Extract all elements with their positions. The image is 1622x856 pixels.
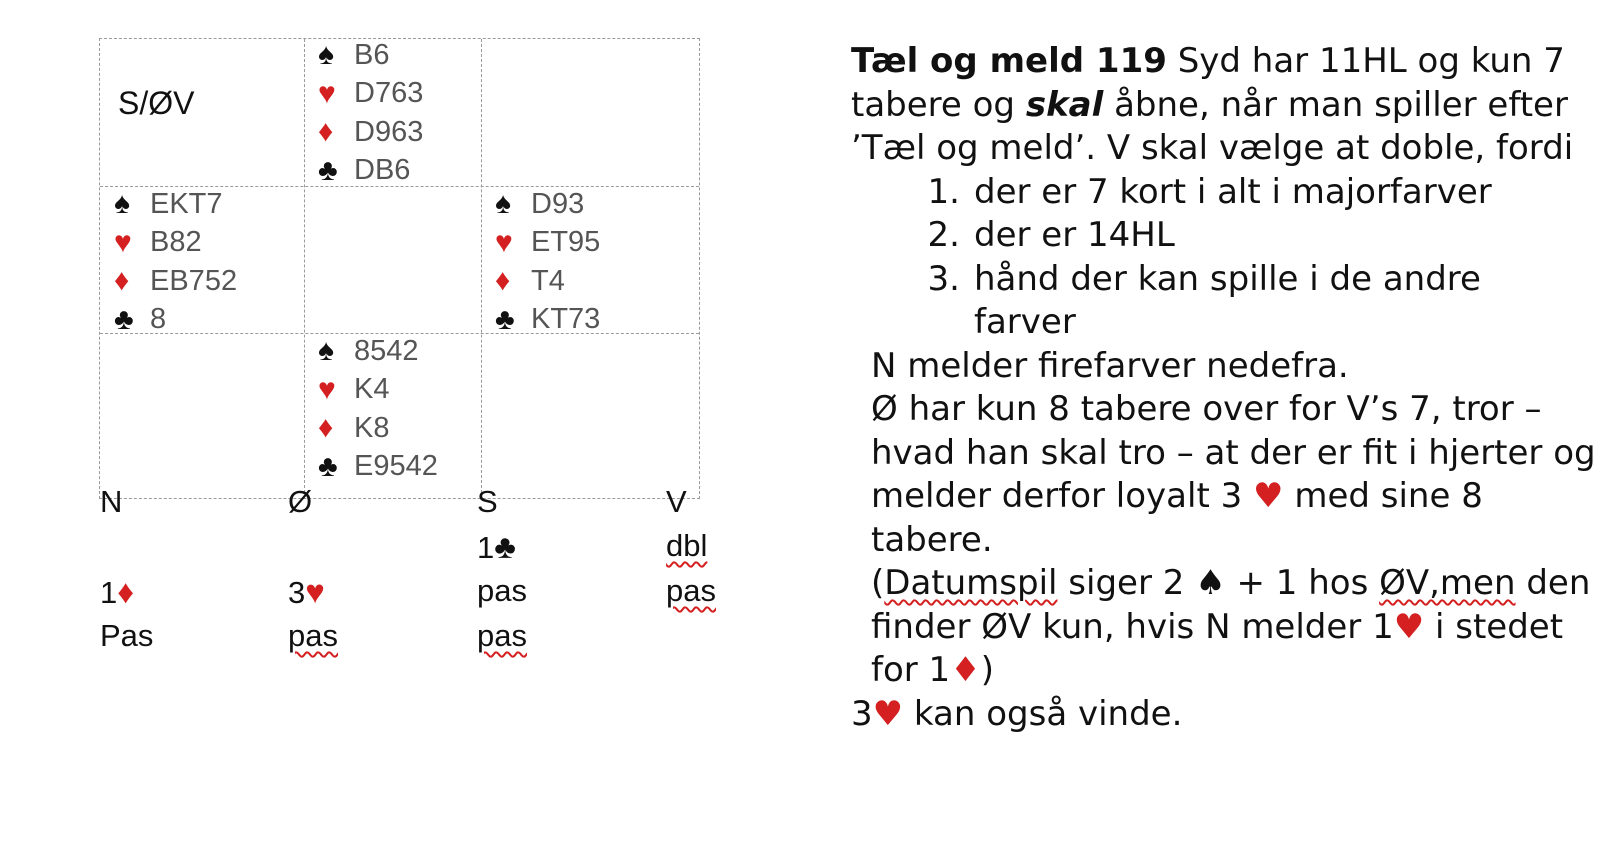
diamond-icon: ♦ xyxy=(318,115,334,149)
club-icon: ♣ xyxy=(318,449,338,483)
card-holding: D763 xyxy=(354,77,424,110)
suit-row xyxy=(495,224,600,263)
diamond-icon: ♦ xyxy=(495,264,511,298)
list-item: 3. hånd der kan spille i de andre farver xyxy=(927,258,1481,342)
suit-row xyxy=(495,262,600,301)
suit-row xyxy=(114,301,237,340)
spade-icon: ♠ xyxy=(495,187,511,221)
west-hand xyxy=(114,185,237,339)
north-comment: N melder firefarver nedefra. xyxy=(871,345,1349,386)
card-holding: DB6 xyxy=(354,154,411,187)
card-holding: 8 xyxy=(150,303,167,336)
card-holding: B6 xyxy=(354,38,390,71)
card-holding: EKT7 xyxy=(150,187,223,220)
dealer-vulnerability-label: S/ØV xyxy=(118,85,195,121)
heart-icon: ♥ xyxy=(872,693,904,734)
spade-icon: ♠ xyxy=(318,334,334,368)
exercise-title: Tæl og meld 119 xyxy=(851,41,1167,81)
spade-icon: ♠ xyxy=(114,187,130,221)
card-holding: ET95 xyxy=(531,226,601,259)
diamond-icon: ♦ xyxy=(950,650,981,690)
card-holding: 8542 xyxy=(354,334,419,367)
diamond-icon: ♦ xyxy=(117,573,135,610)
card-holding: B82 xyxy=(150,226,202,259)
card-holding: EB752 xyxy=(150,264,238,297)
bid-north-1d: 1♦ xyxy=(100,573,135,610)
heart-icon: ♥ xyxy=(318,76,336,110)
diamond-icon: ♦ xyxy=(114,264,130,298)
list-item: 2. der er 14HL xyxy=(927,215,1175,255)
bid-north-pas: Pas xyxy=(100,618,154,653)
card-holding: D963 xyxy=(354,115,424,148)
suit-row xyxy=(318,152,423,191)
suit-row xyxy=(114,185,237,224)
spade-icon: ♠ xyxy=(318,38,334,72)
east-comment: Ø har kun 8 tabere over for V’s 7, tror – hvad han skal tro – at der er fit i hjerter og melder derfor loyalt 3 ♥ med sine 8 tabere. xyxy=(871,389,1596,560)
suit-row xyxy=(114,262,237,301)
suit-row xyxy=(495,185,600,224)
deal-diagram xyxy=(99,38,700,499)
club-icon: ♣ xyxy=(495,302,515,336)
suit-row xyxy=(114,224,237,263)
south-hand xyxy=(318,332,438,486)
card-holding: T4 xyxy=(531,264,565,297)
list-item: 1. der er 7 kort i alt i majorfarver xyxy=(927,171,1492,212)
grid-divider xyxy=(304,39,305,498)
bid-east-pas: pas xyxy=(288,618,338,653)
heart-icon: ♥ xyxy=(495,225,513,259)
suit-row xyxy=(318,113,423,152)
grid-divider xyxy=(481,39,482,498)
intro-paragraph: Tæl og meld 119 Syd har 11HL og kun 7 tabere og skal åbne, når man spiller efter ’Tæl og meld’. V skal vælge at doble, fordi xyxy=(851,41,1574,168)
suit-row xyxy=(495,301,600,340)
auction-header-east: Ø xyxy=(288,484,313,519)
club-icon: ♣ xyxy=(494,528,516,565)
auction-header-south: S xyxy=(477,484,498,519)
suit-row xyxy=(318,409,438,448)
diamond-icon: ♦ xyxy=(318,411,334,445)
bid-south-pas-final: pas xyxy=(477,618,527,653)
card-holding: D93 xyxy=(531,187,585,220)
reasons-list xyxy=(851,171,1611,345)
suit-row xyxy=(318,36,423,75)
bid-west-dbl: dbl xyxy=(666,528,708,563)
bid-east-3h: 3♥ xyxy=(288,573,325,610)
suit-row xyxy=(318,332,438,371)
heart-icon: ♥ xyxy=(305,573,325,610)
card-holding: K4 xyxy=(354,373,390,406)
commentary-text xyxy=(851,40,1611,736)
datum-comment: (Datumspil siger 2 ♠ + 1 hos ØV,men den finder ØV kun, hvis N melder 1♥ i stedet for 1♦) xyxy=(871,563,1591,690)
suit-row xyxy=(318,371,438,410)
heart-icon: ♥ xyxy=(1393,606,1425,647)
card-holding: E9542 xyxy=(354,450,438,483)
bid-south-pas: pas xyxy=(477,573,527,608)
heart-icon: ♥ xyxy=(1253,476,1284,516)
auction-header-north: N xyxy=(100,484,123,519)
heart-icon: ♥ xyxy=(114,225,132,259)
east-hand xyxy=(495,185,600,339)
spade-icon: ♠ xyxy=(1195,563,1226,603)
bid-south-1c: 1♣ xyxy=(477,528,516,565)
auction-header-west: V xyxy=(666,484,687,519)
suit-row xyxy=(318,448,438,487)
suit-row xyxy=(318,75,423,114)
final-comment: 3♥ kan også vinde. xyxy=(851,693,1183,734)
card-holding: K8 xyxy=(354,411,390,444)
club-icon: ♣ xyxy=(318,153,338,187)
club-icon: ♣ xyxy=(114,302,134,336)
bid-west-pas: pas xyxy=(666,573,716,608)
north-hand xyxy=(318,36,423,190)
card-holding: KT73 xyxy=(531,303,601,336)
heart-icon: ♥ xyxy=(318,372,336,406)
